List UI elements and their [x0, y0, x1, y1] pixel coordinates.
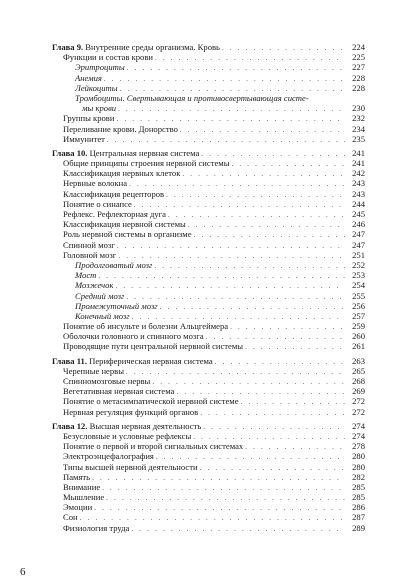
- toc-chapter: [52, 356, 365, 366]
- toc-entry: [52, 199, 365, 209]
- table-of-contents: [52, 42, 365, 533]
- leader-dots: [245, 442, 345, 452]
- toc-entry-title: Мышление: [63, 492, 105, 503]
- toc-entry: [52, 270, 365, 280]
- leader-dots: [118, 251, 345, 261]
- leader-dots: [102, 483, 345, 493]
- toc-page-number: 256: [352, 300, 365, 311]
- toc-entry: [52, 407, 365, 417]
- leader-dots: [182, 169, 345, 179]
- leader-dots: [160, 302, 345, 312]
- toc-page-number: 253: [352, 270, 365, 281]
- toc-page-number: 225: [352, 52, 365, 63]
- leader-dots: [203, 422, 345, 432]
- toc-page-number: 224: [352, 42, 365, 52]
- toc-entry: [52, 250, 365, 260]
- toc-page-number: 243: [352, 178, 365, 189]
- toc-page-number: 245: [352, 209, 365, 219]
- leader-dots: [117, 241, 345, 251]
- chapter-title: Периферическая нервная система: [86, 355, 213, 366]
- toc-page-number: 242: [352, 168, 365, 179]
- toc-entry: [52, 321, 365, 331]
- toc-page-number: 287: [352, 512, 365, 523]
- toc-page-number: 246: [352, 219, 365, 230]
- toc-entry: [52, 103, 365, 113]
- toc-entry-title: Оболочки головного и спинного мозга: [63, 331, 204, 342]
- chapter-title: Внутренние среды организма. Кровь: [83, 42, 220, 52]
- toc-entry-title: Проводящие пути центральной нервной системы: [63, 341, 244, 352]
- toc-page-number: 227: [352, 62, 365, 73]
- toc-entry-title: Конечный мозг: [75, 310, 130, 321]
- toc-entry-title: Внимание: [63, 481, 101, 492]
- toc-page-number: 244: [352, 198, 365, 209]
- toc-entry-title: Безусловные и условные рефлексы: [63, 430, 192, 441]
- toc-page-number: 261: [352, 341, 365, 352]
- toc-entry: [52, 472, 365, 482]
- toc-entry: [52, 158, 365, 168]
- toc-entry: [52, 229, 365, 239]
- leader-dots: [154, 261, 345, 271]
- toc-page-number: 259: [352, 321, 365, 332]
- toc-entry-title: Средний мозг: [75, 290, 125, 301]
- toc-entry-title: Группы крови: [63, 113, 115, 124]
- toc-page-number: 247: [352, 229, 365, 240]
- leader-dots: [127, 63, 345, 73]
- toc-entry: [52, 451, 365, 461]
- toc-page-number: 282: [352, 471, 365, 482]
- toc-page-number: 257: [352, 310, 365, 321]
- toc-entry-title: Классификация нервных клеток: [63, 168, 181, 179]
- leader-dots: [188, 220, 345, 230]
- toc-entry-title: Физиология труда: [63, 522, 130, 533]
- toc-entry-title: Эритроциты: [75, 62, 125, 73]
- toc-entry-title: Вегетативная нервная система: [63, 386, 175, 397]
- leader-dots: [231, 159, 345, 169]
- toc-entry: [52, 502, 365, 512]
- toc-entry: [52, 83, 365, 93]
- toc-page-number: 228: [352, 82, 365, 93]
- toc-entry: [52, 113, 365, 123]
- toc-entry-title: Мост: [75, 270, 97, 281]
- leader-dots: [92, 473, 345, 483]
- toc-entry-title: Функции и состав крови: [63, 52, 153, 63]
- toc-entry-title: Черепные нервы: [63, 365, 124, 376]
- leader-dots: [194, 230, 345, 240]
- leader-dots: [168, 210, 345, 220]
- toc-entry-title: [52, 148, 199, 158]
- toc-entry: [52, 523, 365, 533]
- chapter-title: Центральная нервная система: [87, 147, 200, 158]
- toc-entry: [52, 482, 365, 492]
- leader-dots: [200, 463, 345, 473]
- toc-page-number: 247: [352, 239, 365, 250]
- toc-page-number: 241: [352, 158, 365, 169]
- toc-page-number: 260: [352, 331, 365, 342]
- toc-entry: [52, 386, 365, 396]
- leader-dots: [200, 408, 345, 418]
- toc-entry-title: Головной мозг: [63, 249, 117, 260]
- toc-chapter: [52, 421, 365, 431]
- toc-entry: [52, 260, 365, 270]
- toc-page-number: 251: [352, 249, 365, 260]
- leader-dots: [230, 322, 345, 332]
- toc-entry-title: Иммунитет: [63, 133, 105, 144]
- toc-page-number: 252: [352, 259, 365, 270]
- toc-entry: [52, 93, 365, 103]
- toc-page-number: 274: [352, 430, 365, 441]
- leader-dots: [104, 74, 345, 84]
- toc-entry: [52, 219, 365, 229]
- toc-entry: [52, 280, 365, 290]
- toc-entry: [52, 134, 365, 144]
- leader-dots: [94, 503, 345, 513]
- toc-entry-title: Понятие о метасимпатической нервной системе: [63, 396, 239, 407]
- toc-entry: [52, 462, 365, 472]
- toc-entry: [52, 240, 365, 250]
- toc-page-number: 232: [352, 113, 365, 124]
- toc-entry: [52, 331, 365, 341]
- toc-entry-title: [52, 421, 201, 431]
- toc-entry-title: Анемия: [75, 72, 102, 83]
- toc-page-number: 272: [352, 396, 365, 407]
- toc-entry-title: Спинномозговые нервы: [63, 376, 151, 386]
- leader-dots: [245, 342, 345, 352]
- leader-dots: [126, 367, 345, 377]
- leader-dots: [155, 53, 345, 63]
- toc-page-number: 265: [352, 365, 365, 376]
- toc-chapter: [52, 148, 365, 158]
- toc-entry-title: Общие принципы строения нервной системы: [63, 158, 230, 169]
- toc-page-number: 254: [352, 280, 365, 291]
- toc-page-number: 235: [352, 133, 365, 144]
- toc-entry: [52, 62, 365, 72]
- toc-entry: [52, 52, 365, 62]
- toc-entry-title: Классификация нервной системы: [63, 219, 186, 230]
- leader-dots: [180, 125, 345, 135]
- leader-dots: [106, 493, 345, 503]
- toc-entry-title: [52, 356, 213, 366]
- toc-entry: [52, 124, 365, 134]
- toc-entry-title: Понятие об инсульте и болезни Альцгеймера: [63, 321, 229, 332]
- leader-dots: [241, 397, 345, 407]
- leader-dots: [222, 43, 345, 53]
- toc-page-number: 230: [352, 103, 365, 114]
- toc-page-number: 280: [352, 461, 365, 472]
- chapter-label: Глава 12.: [52, 420, 88, 431]
- leader-dots: [166, 190, 345, 200]
- toc-page-number: 268: [352, 376, 365, 386]
- toc-entry-title: Понятие о синапсе: [63, 198, 132, 209]
- toc-entry: [52, 366, 365, 376]
- toc-page-number: 234: [352, 123, 365, 134]
- toc-entry-title: мы крови: [82, 103, 117, 114]
- toc-entry-title: Переливание крови. Донорство: [63, 123, 178, 134]
- chapter-title: Высшая нервная деятельность: [87, 420, 202, 431]
- toc-entry-title: Мозжечок: [75, 280, 114, 291]
- toc-page-number: 285: [352, 492, 365, 503]
- chapter-label: Глава 11.: [52, 355, 87, 366]
- toc-entry-title: Продолговатый мозг: [75, 259, 153, 270]
- toc-entry: [52, 209, 365, 219]
- toc-entry: [52, 441, 365, 451]
- toc-entry: [52, 311, 365, 321]
- toc-entry-title: Классификация рецепторов: [63, 188, 165, 199]
- toc-chapter: [52, 42, 365, 52]
- toc-entry-title: Сон: [63, 512, 78, 523]
- chapter-label: Глава 9.: [52, 42, 84, 52]
- leader-dots: [98, 271, 345, 281]
- leader-dots: [126, 292, 345, 302]
- toc-entry-title: Электроэнцефалография: [63, 451, 154, 462]
- toc-entry-title: Лейкоциты: [75, 82, 118, 93]
- leader-dots: [107, 135, 345, 145]
- leader-dots: [215, 357, 345, 367]
- page-number: 6: [20, 566, 26, 578]
- toc-entry: [52, 492, 365, 502]
- toc-entry: [52, 512, 365, 522]
- toc-page-number: 255: [352, 290, 365, 301]
- toc-entry: [52, 301, 365, 311]
- toc-entry: [52, 396, 365, 406]
- toc-entry-title: Эмоции: [63, 502, 93, 513]
- toc-page-number: 289: [352, 522, 365, 533]
- toc-page-number: 272: [352, 406, 365, 417]
- toc-entry: [52, 291, 365, 301]
- toc-entry: [52, 341, 365, 351]
- leader-dots: [131, 524, 345, 534]
- toc-entry-title: [52, 42, 220, 52]
- toc-entry: [52, 168, 365, 178]
- toc-page-number: 278: [352, 441, 365, 452]
- toc-entry-title: Рефлекс. Рефлекторная дуга: [63, 209, 166, 219]
- leader-dots: [118, 104, 345, 114]
- toc-entry: [52, 431, 365, 441]
- toc-entry: [52, 189, 365, 199]
- toc-entry-title: Спинной мозг: [63, 239, 115, 250]
- toc-page-number: 243: [352, 188, 365, 199]
- toc-entry-title: Память: [63, 471, 91, 482]
- toc-entry-title: Роль нервной системы в организме: [63, 229, 192, 240]
- toc-entry-title: Тромбоциты. Свертывающая и противосвертывающая систе-: [75, 92, 309, 103]
- toc-entry: [52, 376, 365, 386]
- toc-entry-title: Понятие о первой и второй сигнальных системах: [63, 441, 244, 452]
- toc-page-number: 280: [352, 451, 365, 462]
- toc-page-number: 285: [352, 481, 365, 492]
- toc-entry-title: Промежуточный мозг: [75, 300, 158, 311]
- toc-entry-title: Типы высшей нервной деятельности: [63, 461, 198, 472]
- leader-dots: [115, 281, 345, 291]
- toc-entry: [52, 178, 365, 188]
- toc-page-number: 228: [352, 72, 365, 83]
- toc-entry: [52, 73, 365, 83]
- toc-page-number: 263: [352, 355, 365, 366]
- toc-page-number: 274: [352, 420, 365, 431]
- leader-dots: [152, 377, 345, 387]
- toc-page-number: 269: [352, 386, 365, 397]
- toc-entry-title: Нервная регуляция функций органов: [63, 406, 199, 417]
- toc-page-number: 286: [352, 502, 365, 513]
- chapter-label: Глава 10.: [52, 147, 88, 158]
- toc-entry-title: Нервные волокна: [63, 178, 128, 189]
- toc-page-number: 241: [352, 147, 365, 158]
